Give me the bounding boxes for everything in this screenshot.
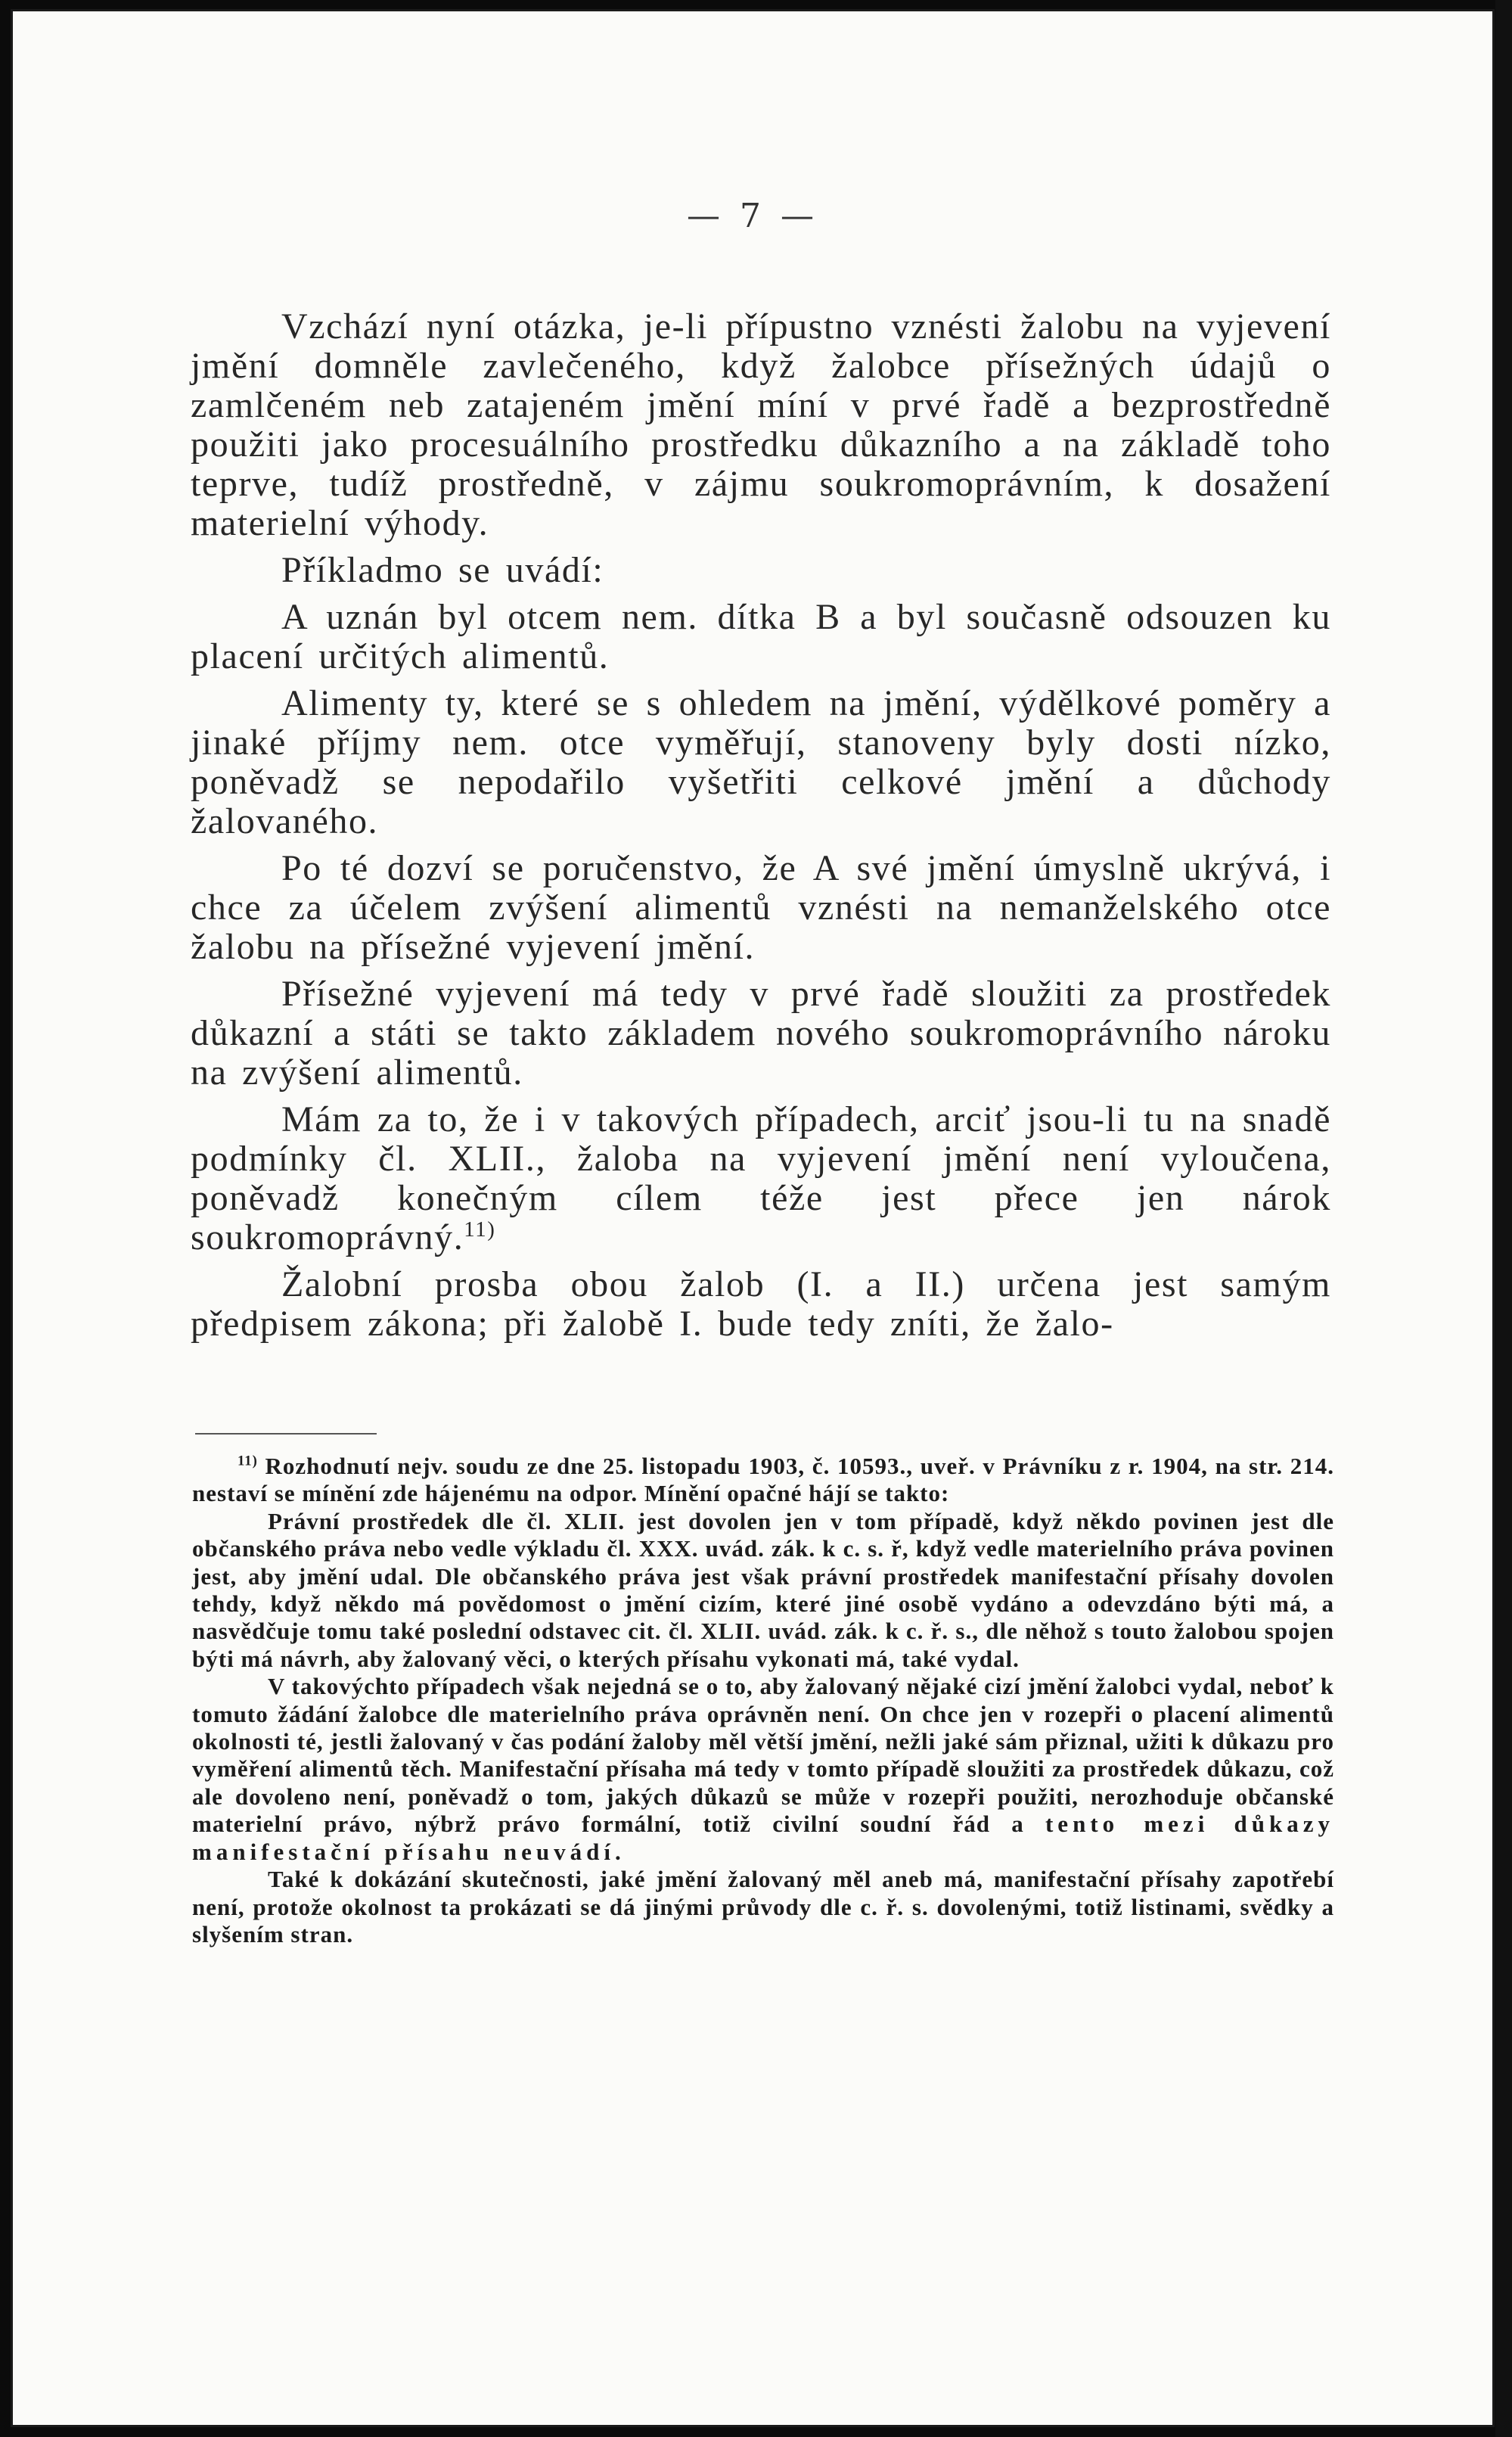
footnote-3 [192,1673,1334,1866]
paragraph-2: Příkladmo se uvádí: [281,550,604,590]
paragraph-6: Přísežné vyjevení má tedy v prvé řadě sloužiti za prostředek důkazní a státi se takto základem nového soukromoprávního nároku na zvýšení alimentů. [191,974,1331,1093]
paragraph-1: Vzchází nyní otázka, je-li přípustno vznésti žalobu na vyjevení jmění domněle zavlečeného, když žalobce přísežných údajů o zamlčeném neb zatajeném jmění míní v prvé řadě a bezprostředně použiti jako procesuálního prostředku důkazního a na základě toho teprve, tudíž prostředně, v zájmu soukromoprávním, k dosažení materielní výhody. [191,306,1331,543]
paragraph-7-text: Mám za to, že i v takových případech, arciť jsou-li tu na snadě podmínky čl. XLII., žaloba na vyjevení jmění není vyloučena, poněvadž konečným cílem téže jest přece jen nárok soukromoprávný. [191,1099,1331,1257]
paragraph-5: Po té dozví se poručenstvo, že A své jmění úmyslně ukrývá, i chce za účelem zvýšení alimentů vznésti na nemanželského otce žalobu na přísežné vyjevení jmění. [191,848,1331,967]
footnote-3-text: V takovýchto případech však nejedná se o to, aby žalovaný nějaké cizí jmění žalobci vydal, neboť k tomuto žádání žalobce dle materielního práva oprávněn není. On chce jen v rozepři o placení alimentů okolnosti té, jestli žalovaný v čas podání žaloby měl větší jmění, nežli jaké sám přiznal, užiti k důkazu pro vyměření alimentů těch. Manifestační přísaha má tedy v tomto případě sloužiti za prostředek důkazu, což ale dovoleno není, poněvadž o tom, jakých důkazů se může v rozepři použiti, nerozhoduje občanské materielní právo, nýbrž právo formální, totiž civilní soudní řád a [192,1673,1334,1838]
paragraph-4: Alimenty ty, které se s ohledem na jmění, výdělkové poměry a jinaké příjmy nem. otce vyměřují, stanoveny byly dosti nízko, poněvadž se nepodařilo vyšetřiti celkové jmění a důchody žalovaného. [191,683,1331,841]
footnote-3-spaced: tento mezi důkazy manifestační přísahu neuvádí. [192,1811,1335,1865]
page-number: — 7 — [687,197,818,235]
paragraph-3: A uznán byl otcem nem. dítka B a byl současně odsouzen ku placení určitých alimentů. [191,597,1331,676]
footnote-divider [195,1433,377,1435]
footnote-marker: 11) [238,1453,258,1469]
page-sheet [11,9,1495,2427]
main-text [191,307,1331,1344]
footnotes [192,1453,1334,1948]
paragraph-8: Žalobní prosba obou žalob (I. a II.) určena jest samým předpisem zákona; při žalobě I. bude tedy zníti, že žalo- [191,1264,1331,1344]
footnote-1-text: Rozhodnutí nejv. soudu ze dne 25. listopadu 1903, č. 10593., uveř. v Právníku z r. 1904, na str. 214. nestaví se mínění zde hájenému na odpor. Mínění opačné hájí se takto: [192,1453,1334,1507]
scan-edge [1495,0,1512,2437]
footnote-4: Také k dokázání skutečnosti, jaké jmění žalovaný měl aneb má, manifestační přísahy zapotřebí není, protože okolnost ta prokázati se dá jinými průvody dle c. ř. s. dovolenými, totiž listinami, svědky a slyšením stran. [192,1866,1334,1947]
footnote-reference: 11) [464,1217,496,1242]
footnote-1 [192,1453,1334,1508]
footnote-2: Právní prostředek dle čl. XLII. jest dovolen jen v tom případě, když někdo povinen jest dle občanského práva nebo vedle výkladu čl. XXX. uvád. zák. k c. s. ř, když vedle materielního práva povinen jest, aby jmění udal. Dle občanského práva jest však právní prostředek manifestační přísahy dovolen tehdy, když někdo má povědomost o jmění cizím, které jiné osobě vydáno a odevzdáno býti má, a nasvědčuje tomu také poslední odstavec cit. čl. XLII. uvád. zák. k c. ř. s., dle něhož s touto žalobou spojen býti má návrh, aby žalovaný věci, o kterých přísahu vykonati má, také vydal. [192,1507,1334,1672]
paragraph-7 [191,1100,1331,1257]
